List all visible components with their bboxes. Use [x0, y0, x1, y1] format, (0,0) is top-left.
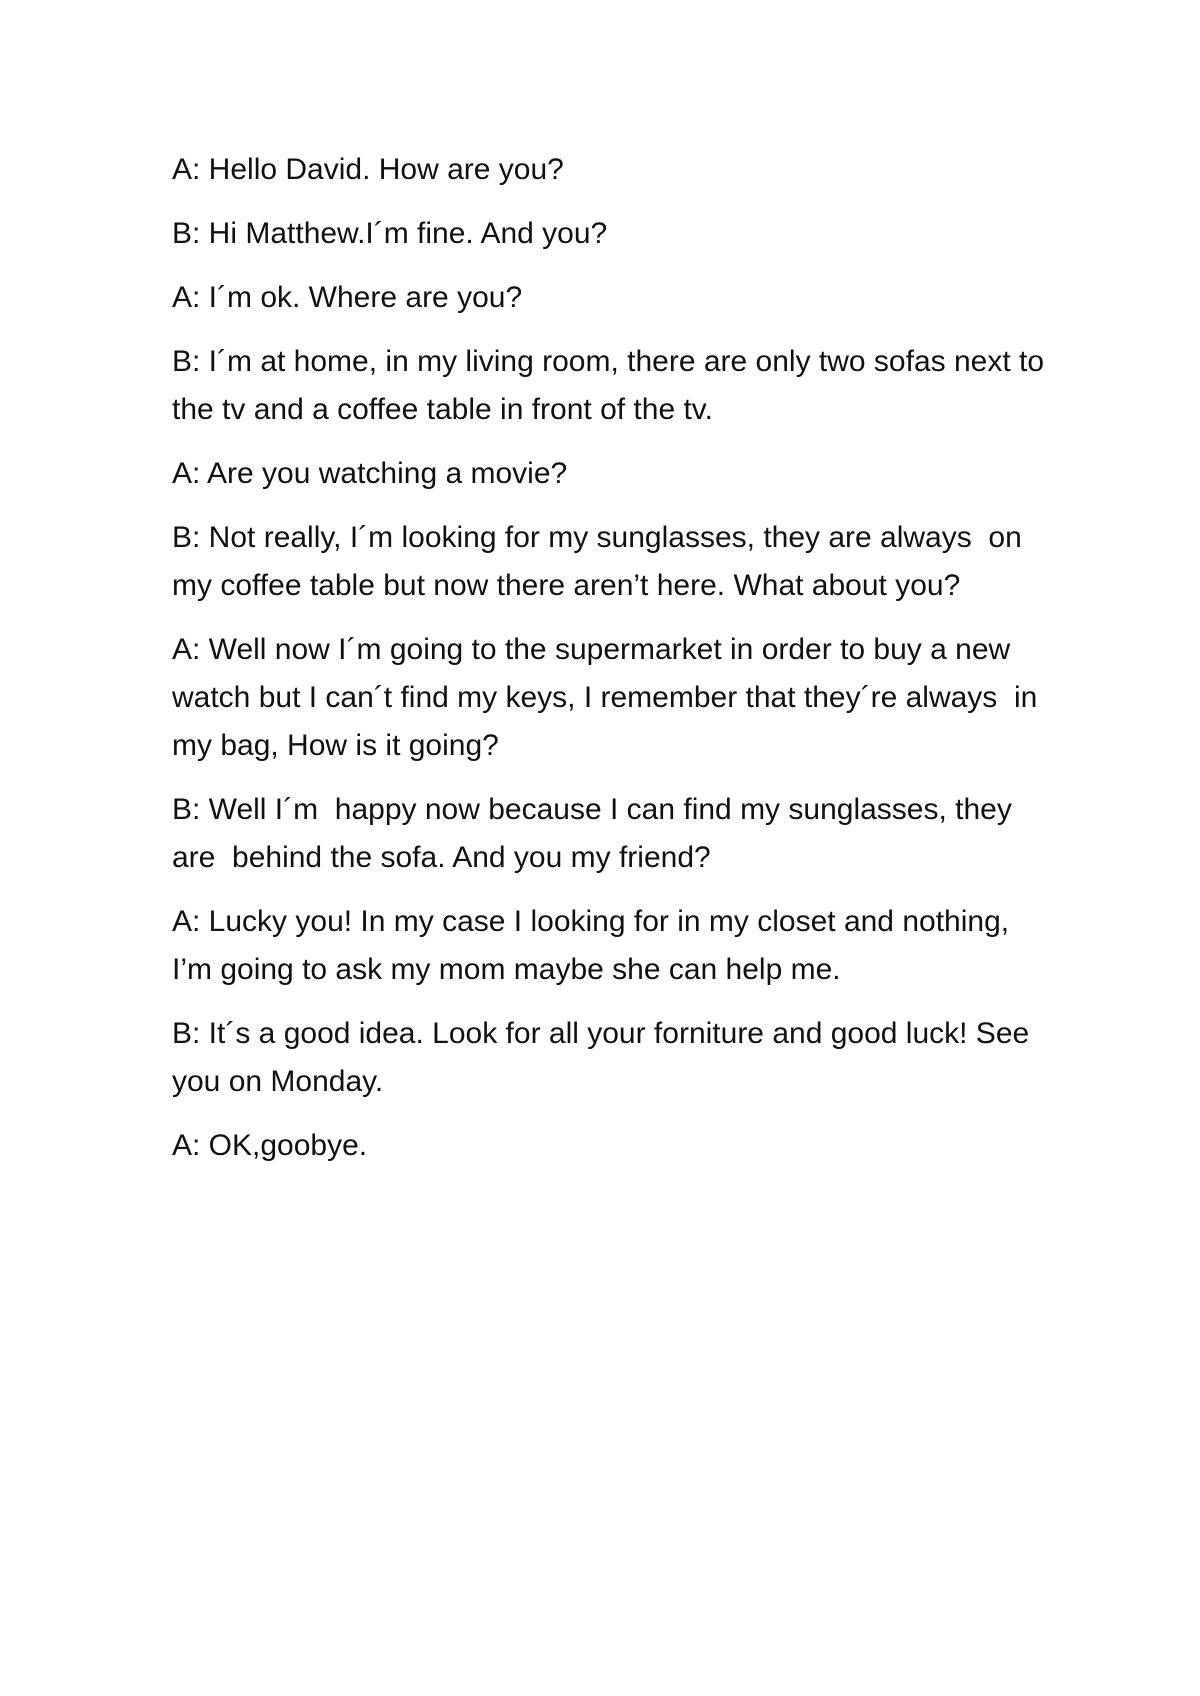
dialogue-line: A: Lucky you! In my case I looking for in my closet and nothing, I’m going to ask my mom maybe she can help me.	[172, 905, 1018, 986]
dialogue-line: A: Hello David. How are you?	[172, 153, 564, 186]
dialogue-line: A: I´m ok. Where are you?	[172, 281, 523, 314]
dialogue-line: B: I´m at home, in my living room, there are only two sofas next to the tv and a coffee table in front of the tv.	[172, 345, 1053, 426]
dialogue-line: B: Not really, I´m looking for my sunglasses, they are always on my coffee table but now there aren’t here. What about you?	[172, 521, 1031, 602]
dialogue-line: A: OK,goobye.	[172, 1129, 368, 1162]
dialogue-line: A: Are you watching a movie?	[172, 457, 568, 490]
dialogue-line: B: Well I´m happy now because I can find my sunglasses, they are behind the sofa. And you my friend?	[172, 793, 1021, 874]
dialogue-line: A: Well now I´m going to the supermarket in order to buy a new watch but I can´t find my keys, I remember that they´re always in my bag, How is it going?	[172, 633, 1046, 762]
dialogue-line: B: It´s a good idea. Look for all your forniture and good luck! See you on Monday.	[172, 1017, 1038, 1098]
dialogue-line: B: Hi Matthew.I´m fine. And you?	[172, 217, 608, 250]
dialogue-text	[172, 146, 1052, 1186]
